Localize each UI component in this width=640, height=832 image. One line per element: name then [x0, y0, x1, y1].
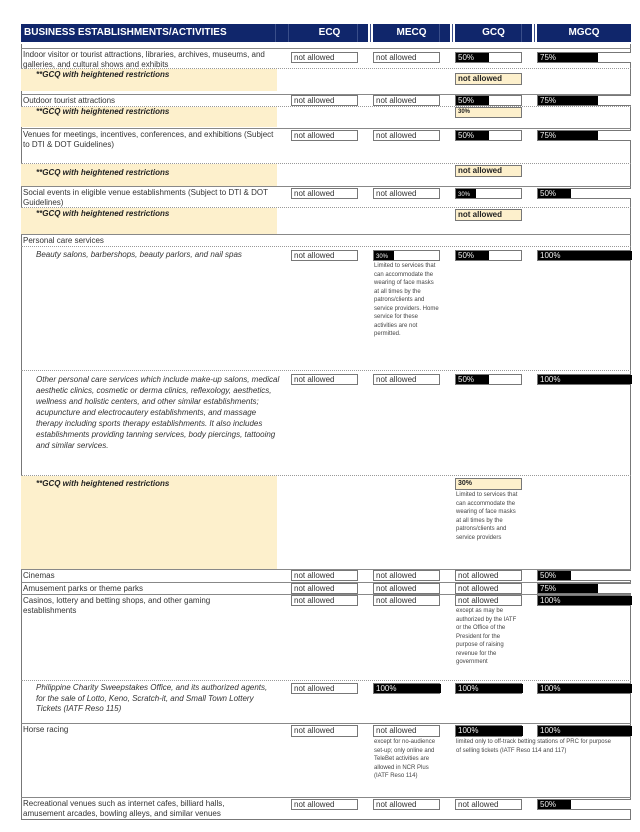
gcq-cell: not allowed	[455, 570, 522, 581]
table-row	[21, 94, 631, 106]
mgcq-cell: 100%	[537, 250, 631, 261]
table-row	[21, 797, 631, 820]
heightened-row	[21, 68, 631, 90]
table-row	[21, 128, 631, 163]
table-row	[21, 48, 631, 69]
section-label: Personal care services	[23, 236, 104, 245]
header-divider	[439, 24, 440, 42]
header-gcq: GCQ	[455, 24, 532, 42]
table-row	[21, 569, 631, 582]
mecq-cell: 100%	[373, 683, 440, 694]
header-mecq: MECQ	[373, 24, 450, 42]
mgcq-cell: 50%	[537, 570, 631, 581]
heightened-gcq-cell: not allowed	[455, 73, 522, 85]
mgcq-cell: 50%	[537, 799, 631, 810]
mgcq-cell: 50%	[537, 188, 631, 199]
heightened-row	[21, 163, 631, 186]
mgcq-cell: 75%	[537, 130, 631, 141]
header-divider	[521, 24, 522, 42]
mgcq-cell: 100%	[537, 683, 631, 694]
mecq-note: Limited to services that can accommodate the wearing of face masks at all times by the patrons/clients and service providers. Home service for these activities are not permitted.	[374, 263, 439, 337]
table-row	[21, 680, 631, 724]
header-divider	[534, 24, 535, 42]
heightened-gcq-cell: 30%	[455, 478, 522, 490]
ecq-cell: not allowed	[291, 188, 358, 199]
heightened-row	[21, 475, 631, 568]
header-divider	[275, 24, 276, 42]
row-label: Social events in eligible venue establishments (Subject to DTI & DOT Guidelines)	[23, 188, 268, 207]
ecq-cell: not allowed	[291, 570, 358, 581]
row-label: Philippine Charity Sweepstakes Office, and its authorized agents, for the sale of Lotto, Keno, Scratch-it, and Small Town Lottery Tickets (IATF Reso 115)	[36, 683, 268, 713]
ecq-cell: not allowed	[291, 374, 358, 385]
mecq-cell: not allowed	[373, 799, 440, 810]
heightened-label: **GCQ with heightened restrictions	[36, 168, 170, 177]
gcq-cell: not allowed	[455, 583, 522, 594]
heightened-label: **GCQ with heightened restrictions	[36, 209, 170, 218]
header-activities: BUSINESS ESTABLISHMENTS/ACTIVITIES	[21, 24, 314, 42]
ecq-cell: not allowed	[291, 683, 358, 694]
regulation-table	[21, 24, 631, 824]
gcq-cell: 50%	[455, 95, 522, 106]
ecq-cell: not allowed	[291, 52, 358, 63]
mgcq-cell: 100%	[537, 374, 631, 385]
ecq-cell: not allowed	[291, 799, 358, 810]
mecq-cell: not allowed	[373, 725, 440, 737]
header-divider	[288, 24, 289, 42]
mgcq-cell: 100%	[537, 725, 631, 737]
row-label: Recreational venues such as internet cafes, billiard halls, amusement arcades, bowling alleys, and similar venues	[23, 799, 225, 818]
row-label: Amusement parks or theme parks	[23, 584, 144, 593]
table-row	[21, 594, 631, 679]
header-divider	[370, 24, 371, 42]
gcq-cell: 100%	[455, 683, 522, 694]
heightened-row	[21, 207, 631, 233]
heightened-bg	[21, 476, 277, 569]
ecq-cell: not allowed	[291, 130, 358, 141]
mgcq-cell: 100%	[537, 595, 631, 606]
table-row	[21, 186, 631, 207]
mecq-cell: 30%	[373, 250, 440, 261]
header-ecq: ECQ	[291, 24, 368, 42]
gcq-cell: 50%	[455, 250, 522, 261]
row-label: Horse racing	[23, 725, 69, 734]
mecq-cell: not allowed	[373, 130, 440, 141]
gcq-note: Limited to services that can accommodate the wearing of face masks at all times by the patrons/clients and service providers	[456, 492, 518, 541]
row-label: Venues for meetings, incentives, conferences, and exhibitions (Subject to DTI & DOT Guidelines)	[23, 130, 274, 149]
gcq-cell: 50%	[455, 130, 522, 141]
mecq-note: except for no-audience set-up; only online and TeleBet activities are allowed in NCR Plus (IATF Reso 114)	[374, 739, 436, 779]
gcq-cell: 50%	[455, 374, 522, 385]
mgcq-cell: 75%	[537, 583, 631, 594]
ecq-cell: not allowed	[291, 95, 358, 106]
gcq-note: except as may be authorized by the IATF or the Office of the President for the purpose of raising revenue for the government	[456, 608, 517, 665]
gcq-cell: 100%	[455, 725, 522, 737]
mgcq-cell: 75%	[537, 95, 631, 106]
mecq-cell: not allowed	[373, 570, 440, 581]
mgcq-cell: 75%	[537, 52, 631, 63]
row-label: Beauty salons, barbershops, beauty parlors, and nail spas	[36, 250, 242, 259]
gcq-cell: 50%	[455, 52, 522, 63]
row-label: Indoor visitor or tourist attractions, libraries, archives, museums, and galleries, and cultural shows and exhibits	[23, 50, 265, 69]
table-row	[21, 370, 631, 474]
mecq-cell: not allowed	[373, 188, 440, 199]
ecq-cell: not allowed	[291, 250, 358, 261]
heightened-gcq-cell: not allowed	[455, 209, 522, 221]
heightened-row	[21, 106, 631, 126]
mecq-cell: not allowed	[373, 374, 440, 385]
gcq-note: limited only to off-track betting stations of PRC for purpose of selling tickets (IATF Reso 114 and 117)	[456, 739, 611, 754]
header-mgcq: MGCQ	[537, 24, 631, 42]
heightened-gcq-cell: 30%	[455, 107, 522, 118]
table-row	[21, 246, 631, 368]
ecq-cell: not allowed	[291, 595, 358, 606]
mecq-cell: not allowed	[373, 95, 440, 106]
heightened-label: **GCQ with heightened restrictions	[36, 107, 170, 116]
mecq-cell: not allowed	[373, 595, 440, 606]
heightened-label: **GCQ with heightened restrictions	[36, 479, 170, 488]
table-row	[21, 582, 631, 594]
gcq-cell: 30%	[455, 188, 522, 199]
heightened-gcq-cell: not allowed	[455, 165, 522, 177]
gcq-cell: not allowed	[455, 799, 522, 810]
row-label: Other personal care services which include make-up salons, medical aesthetic clinics, cosmetic or derma clinics, reflexology, aesthetics, wellness and holistic centers, and other similar establishments; acupuncture and electrocautery establishments, and massage therapy including sports therapy establishments. It also includes establishments providing tanning services, body piercings, tattooing and similar services.	[36, 375, 280, 450]
header-divider	[452, 24, 453, 42]
ecq-cell: not allowed	[291, 725, 358, 737]
header-divider	[357, 24, 358, 42]
table-row-section	[21, 234, 631, 246]
gcq-cell: not allowed	[455, 595, 522, 606]
row-label: Cinemas	[23, 571, 55, 580]
ecq-cell: not allowed	[291, 583, 358, 594]
row-label: Casinos, lottery and betting shops, and other gaming establishments	[23, 596, 211, 615]
row-label: Outdoor tourist attractions	[23, 96, 116, 105]
mecq-cell: not allowed	[373, 583, 440, 594]
mecq-cell: not allowed	[373, 52, 440, 63]
heightened-label: **GCQ with heightened restrictions	[36, 70, 170, 79]
